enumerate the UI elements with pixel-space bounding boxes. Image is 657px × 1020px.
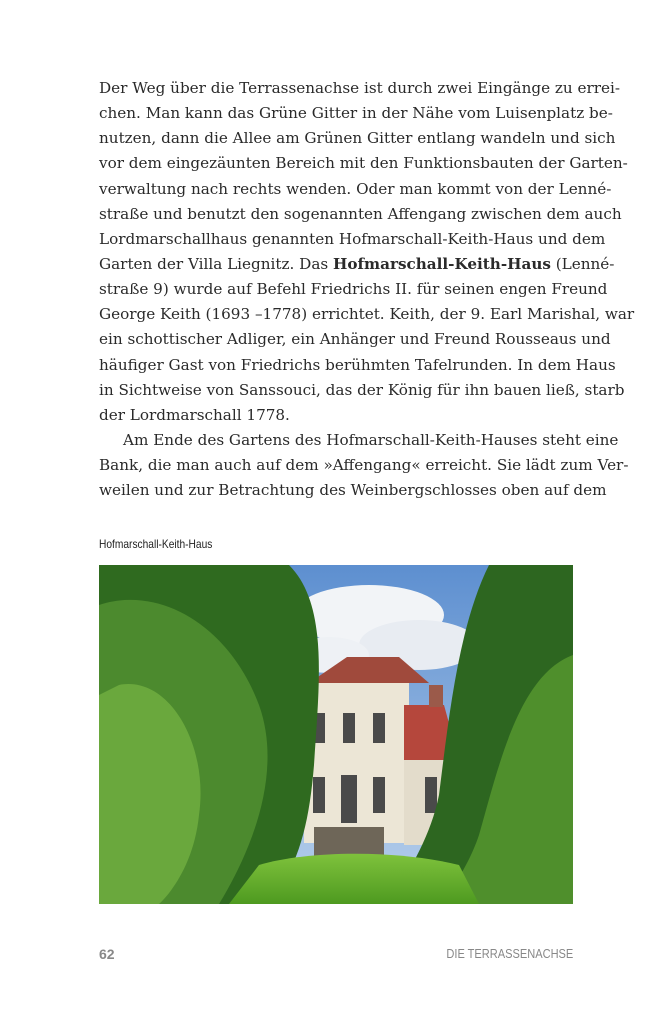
text-line: straße und benutzt den sogenannten Affengang zwischen dem auch xyxy=(99,204,622,223)
text-line: Der Weg über die Terrassenachse ist durch zwei Eingänge zu errei- xyxy=(99,79,621,97)
bold-term: Hofmarschall-Keith-Haus xyxy=(333,254,551,273)
photo-caption: Hofmarschall-Keith-Haus xyxy=(99,537,213,551)
text-line: chen. Man kann das Grüne Gitter in der Nähe vom Luisenplatz be- xyxy=(99,104,613,123)
text-line: Bank, die man auch auf dem »Affengang« erreicht. Sie lädt zum Ver- xyxy=(99,456,629,475)
text-line: nutzen, dann die Allee am Grünen Gitter entlang wandeln und sich xyxy=(99,129,616,148)
text-line: Lordmarschallhaus genannten Hofmarschall-Keith-Haus und dem xyxy=(99,229,606,248)
page-number: 62 xyxy=(99,946,115,962)
text-line: Am Ende des Gartens des Hofmarschall-Keith-Hauses steht eine xyxy=(123,430,619,449)
text-line: verwaltung nach rechts wenden. Oder man kommt von der Lenné- xyxy=(99,179,612,198)
running-chapter-title: DIE TERRASSENACHSE xyxy=(446,946,573,961)
text-line: straße 9) wurde auf Befehl Friedrichs II. für seinen engen Freund xyxy=(99,280,608,299)
text-line: der Lordmarschall 1778. xyxy=(99,405,290,424)
body-text xyxy=(99,76,635,503)
text-span: (Lenné- xyxy=(550,254,615,273)
text-line: weilen und zur Betrachtung des Weinbergschlosses oben auf dem xyxy=(99,481,607,500)
text-line: häufiger Gast von Friedrichs berühmten Tafelrunden. In dem Haus xyxy=(99,355,616,374)
text-line xyxy=(99,252,615,277)
text-line: ein schottischer Adliger, ein Anhänger und Freund Rousseaus und xyxy=(99,330,611,349)
text-line: in Sichtweise von Sanssouci, das der König für ihn bauen ließ, starb xyxy=(99,380,625,399)
text-line: George Keith (1693 –1778) errichtet. Keith, der 9. Earl Marishal, war xyxy=(99,305,635,324)
text-span: Garten der Villa Liegnitz. Das xyxy=(99,254,334,273)
house-photo xyxy=(99,565,573,904)
text-line: vor dem eingezäunten Bereich mit den Funktionsbauten der Garten- xyxy=(99,154,628,173)
